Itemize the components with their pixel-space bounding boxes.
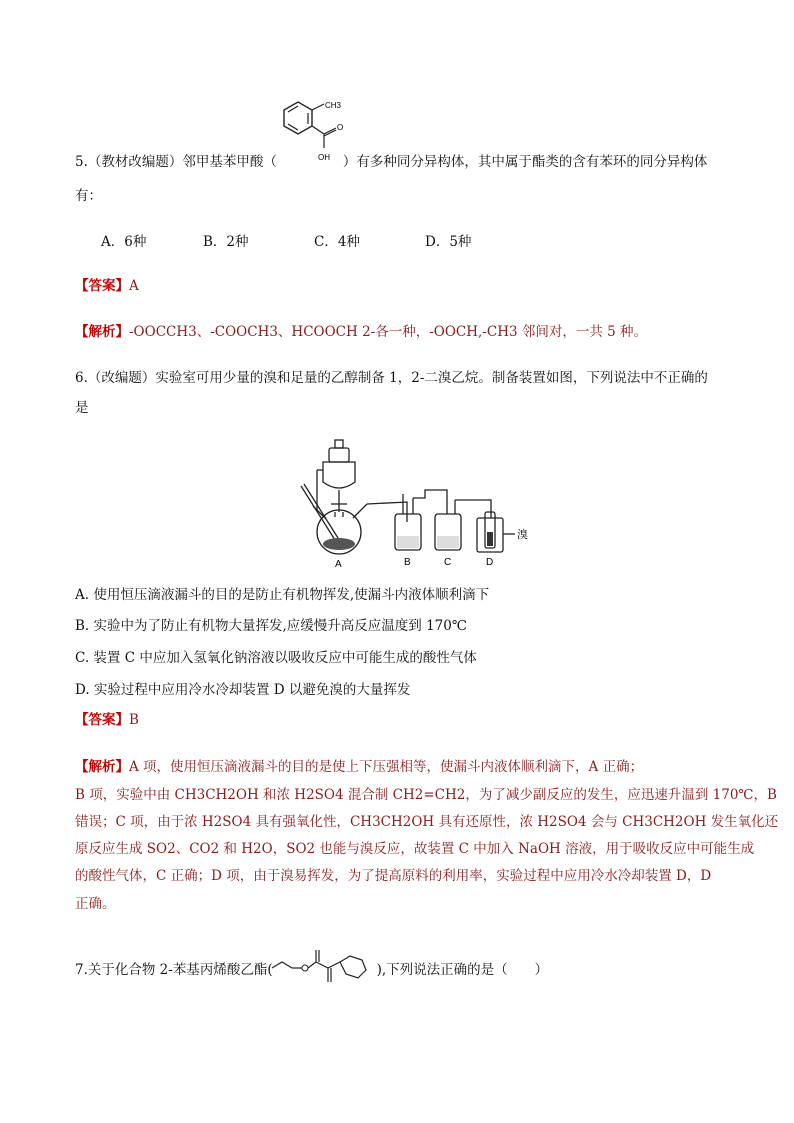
ch3-label: CH3	[325, 101, 342, 110]
q5-option-d: D．5种	[425, 234, 472, 250]
answer-label: 【答案】	[75, 278, 129, 294]
apparatus-diagram	[295, 432, 545, 572]
q6-analysis-line3: 错误；C 项，由于浓 H2SO4 具有强氧化性，CH3CH2OH 具有还原性，浓 H2SO4 会与 CH3CH2OH 发生氧化还	[75, 814, 779, 830]
q5-option-c: C．4种	[314, 234, 360, 250]
q6-analysis-line2: B 项，实验中由 CH3CH2OH 和浓 H2SO4 混合制 CH2=CH2，为了减少副反应的发生，应迅速升温到 170℃，B	[75, 787, 777, 803]
q6-stem-line1: 6.（改编题）实验室可用少量的溴和足量的乙醇制备 1，2-二溴乙烷。制备装置如图，下列说法中不正确的	[75, 370, 708, 386]
label-b: B	[404, 557, 411, 568]
answer-label: 【答案】	[75, 712, 129, 728]
q6-option-c: C. 装置 C 中应加入氢氧化钠溶液以吸收反应中可能生成的酸性气体	[75, 650, 477, 666]
label-a: A	[335, 559, 342, 570]
label-bromine: 溴	[517, 528, 528, 541]
q6-option-b: B. 实验中为了防止有机物大量挥发,应缓慢升高反应温度到 170℃	[75, 618, 467, 634]
q6-option-d: D. 实验过程中应用冷水冷却装置 D 以避免溴的大量挥发	[75, 682, 411, 698]
q6-option-a: A. 使用恒压滴液漏斗的目的是防止有机物挥发,使漏斗内液体顺利滴下	[75, 587, 490, 603]
label-d: D	[486, 557, 494, 568]
q5-answer	[75, 276, 139, 296]
q6-analysis-line5: 的酸性气体，C 正确；D 项，由于溴易挥发，为了提高原料的利用率，实验过程中应用冷水冷却装置 D，D	[75, 868, 712, 884]
label-c: C	[444, 557, 452, 568]
q5-analysis	[75, 322, 647, 342]
q5-stem-line1: 5.（教材改编题）邻甲基苯甲酸（ ）有多种同分异构体，其中属于酯类的含有苯环的同分异构体	[75, 154, 708, 170]
analysis-label: 【解析】	[75, 759, 129, 775]
analysis-text: -OOCCH3、-COOCH3、HCOOCH 2-各一种，-OOCH,-CH3 邻间对，一共 5 种。	[129, 324, 648, 340]
q6-answer	[75, 710, 139, 730]
q7-stem: 7.关于化合物 2-苯基丙烯酸乙酯( ),下列说法正确的是（ ）	[75, 962, 549, 978]
answer-value: B	[129, 712, 139, 728]
ethyl-2-phenylacrylate-structure	[270, 944, 380, 994]
answer-value: A	[129, 278, 139, 294]
q6-analysis-line4: 原反应生成 SO2、CO2 和 H2O，SO2 也能与溴反应，故装置 C 中加入 NaOH 溶液，用于吸收反应中可能生成	[75, 841, 755, 857]
q6-analysis-line1: 【解析】A 项，使用恒压滴液漏斗的目的是使上下压强相等，使漏斗内液体顺利滴下，A 正确；	[75, 759, 644, 775]
o-label: O	[337, 123, 344, 132]
oh-label: OH	[318, 153, 330, 162]
q5-option-b: B．2种	[203, 234, 249, 250]
q6-stem-line2: 是	[75, 400, 89, 416]
analysis-label: 【解析】	[75, 324, 129, 340]
q6-analysis-line6: 正确。	[75, 896, 116, 912]
q5-option-a: A．6种	[101, 234, 147, 250]
q5-stem-line2: 有：	[75, 188, 102, 204]
